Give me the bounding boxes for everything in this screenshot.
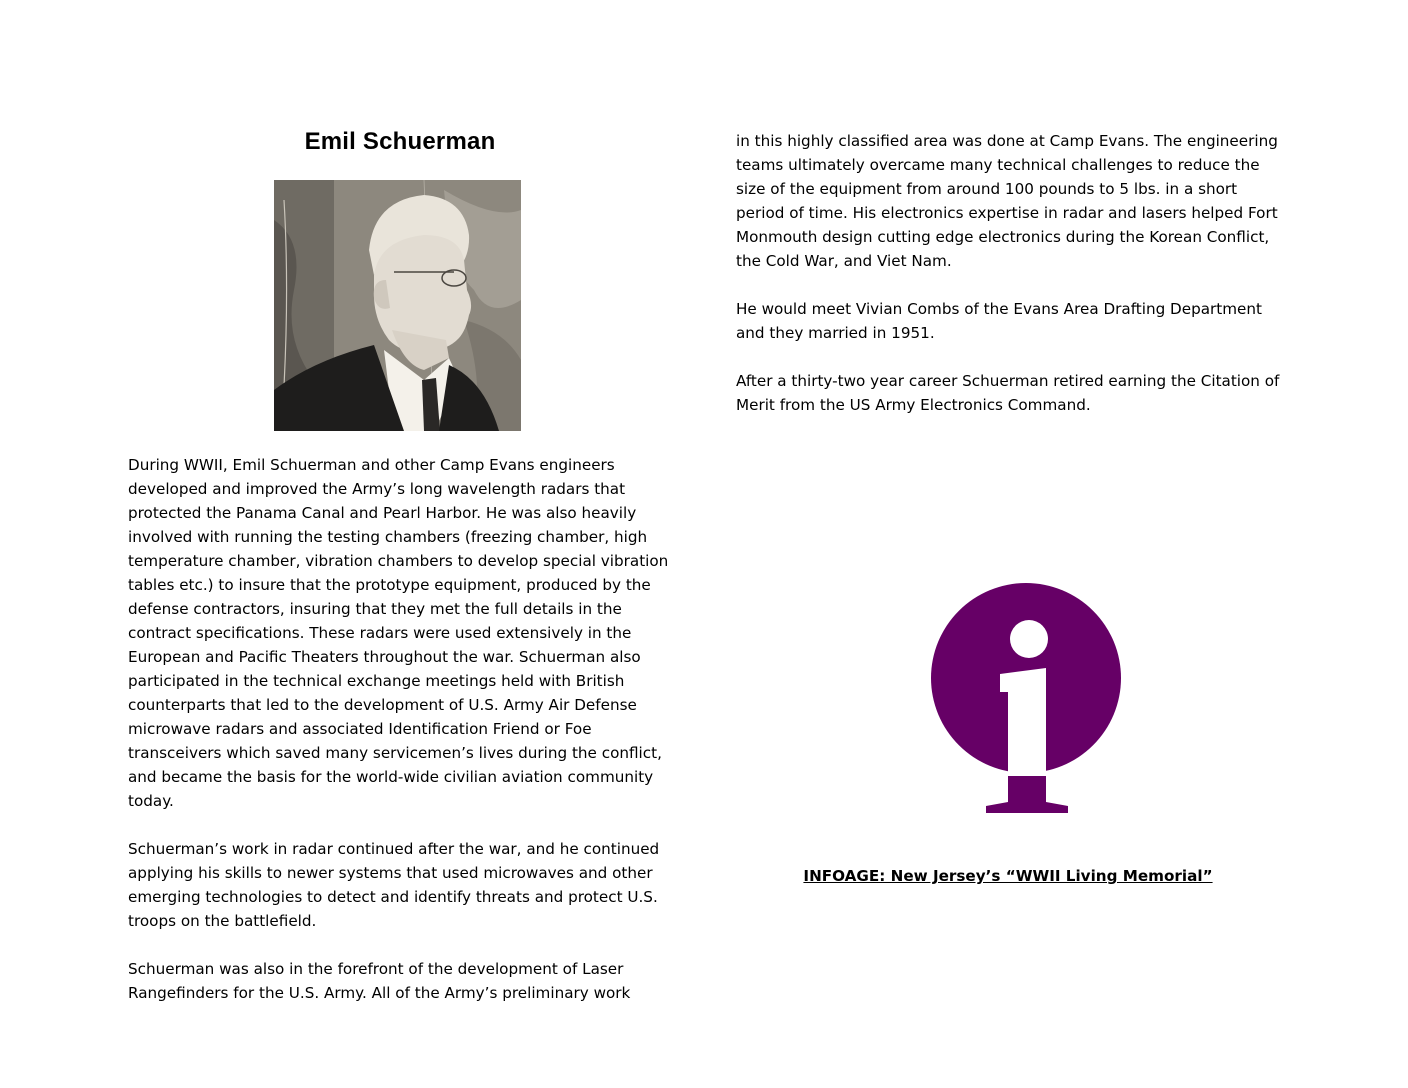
paragraph-postwar-radar: Schuerman’s work in radar continued after the war, and he continued applying his skills to newer systems that used microwaves and other emerging technologies to detect and identify threats and protect U.S. troops on the battlefield.	[128, 840, 660, 930]
paragraph-marriage: He would meet Vivian Combs of the Evans Area Drafting Department and they married in 1951.	[736, 300, 1262, 342]
info-logo-icon	[928, 582, 1124, 818]
infoage-caption: INFOAGE: New Jersey’s “WWII Living Memorial”	[803, 867, 1213, 885]
portrait-image	[274, 180, 521, 431]
left-column-text	[128, 453, 676, 1029]
page-title: Emil Schuerman	[304, 128, 496, 155]
portrait-photo	[274, 180, 521, 431]
paragraph-laser-rangefinders: Schuerman was also in the forefront of the development of Laser Rangefinders for the U.S. Army. All of the Army’s preliminary work	[128, 960, 631, 1002]
paragraph-retirement: After a thirty-two year career Schuerman retired earning the Citation of Merit from the US Army Electronics Command.	[736, 372, 1280, 414]
paragraph-wwii-radars: During WWII, Emil Schuerman and other Camp Evans engineers developed and improved the Army’s long wavelength radars that protected the Panama Canal and Pearl Harbor. He was also heavily involved with running the testing chambers (freezing chamber, high temperature chamber, vibration chambers to develop special vibration tables etc.) to insure that the prototype equipment, produced by the defense contractors, insuring that they met the full details in the contract specifications. These radars were used extensively in the European and Pacific Theaters throughout the war. Schuerman also participated in the technical exchange meetings held with British counterparts that led to the development of U.S. Army Air Defense microwave radars and associated Identification Friend or Foe transceivers which saved many servicemen’s lives during the conflict, and became the basis for the world-wide civilian aviation community today.	[128, 456, 669, 810]
paragraph-camp-evans: in this highly classified area was done at Camp Evans. The engineering teams ultimately overcame many technical challenges to reduce the size of the equipment from around 100 pounds to 5 lbs. in a short period of time. His electronics expertise in radar and lasers helped Fort Monmouth design cutting edge electronics during the Korean Conflict, the Cold War, and Viet Nam.	[736, 132, 1278, 270]
right-column-text	[736, 129, 1284, 441]
